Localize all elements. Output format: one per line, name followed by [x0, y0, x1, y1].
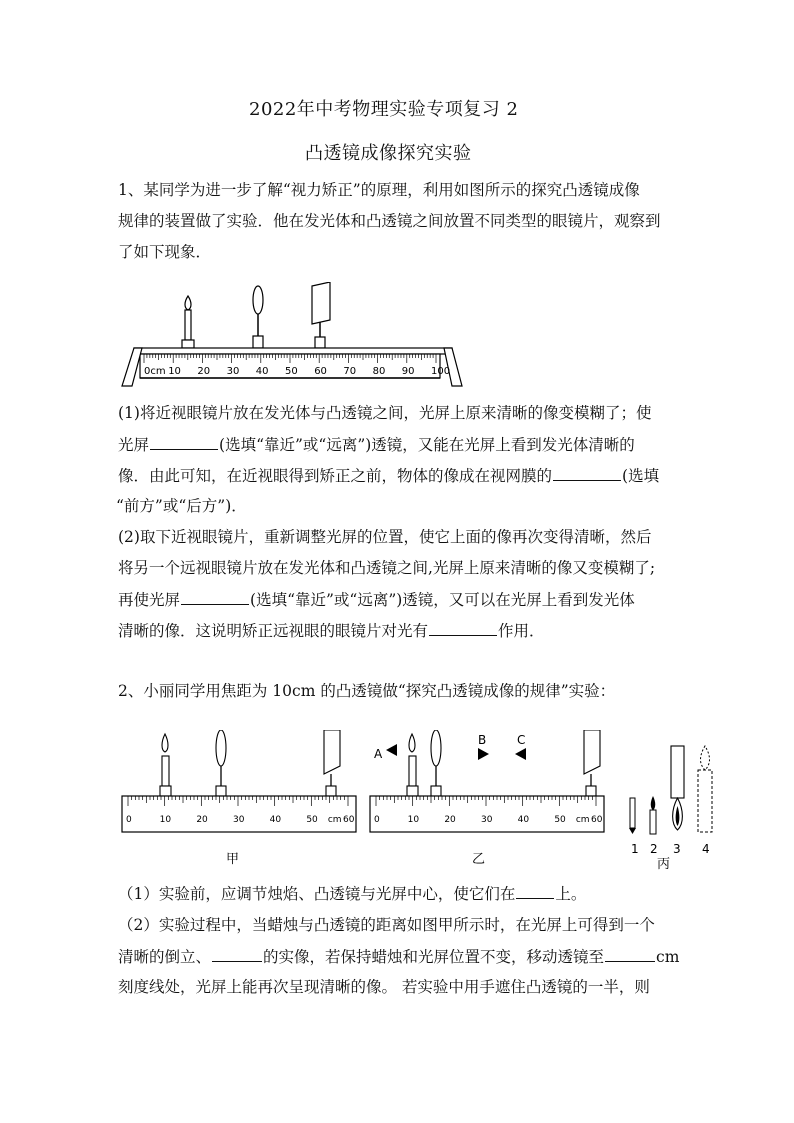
- ruler-label: 30: [233, 815, 245, 825]
- q1-p2-line-b: 将另一个远视眼镜片放在发光体和凸透镜之间,光屏上原来清晰的像又变模糊了;: [118, 559, 656, 577]
- title-line-2: 凸透镜成像探究实验: [305, 143, 472, 164]
- q2-s1-b: 上。: [555, 885, 587, 903]
- scale-start-label: 0cm: [144, 366, 166, 377]
- q2-intro: 2、小丽同学用焦距为 10cm 的凸透镜做“探究凸透镜成像的规律”实验：: [118, 682, 616, 700]
- eye-icon: [515, 748, 526, 760]
- q1-p1-c2: (选填: [622, 467, 660, 485]
- label-yi: 乙: [472, 852, 486, 867]
- optical-bench-figure: [120, 282, 465, 392]
- q1-p2-line-a: (2)取下近视眼镜片，重新调整光屏的位置，使它上面的像再次变得清晰，然后: [118, 528, 652, 546]
- ruler-label: 40: [517, 815, 530, 825]
- experiment-figures: [118, 730, 718, 875]
- q1-p1-line-d: “前方”或“后方”)．: [116, 497, 247, 515]
- q1-p1-b2: (选填“靠近”或“远离”)透镜，又能在光屏上看到发光体清晰的: [219, 436, 635, 454]
- scale-label: 10: [168, 366, 181, 377]
- eye-label-a: A: [374, 747, 383, 761]
- flame-option-4: [698, 746, 712, 832]
- label-jia: 甲: [226, 852, 240, 867]
- q2-s2-line-a: （2）实验过程中，当蜡烛与凸透镜的距离如图甲所示时，在光屏上可得到一个: [118, 916, 655, 934]
- figure-yi: [370, 730, 604, 867]
- scale-label: 90: [401, 366, 415, 377]
- candle-icon: [160, 734, 171, 796]
- q2-s2-line-b: [118, 949, 679, 966]
- q1-p2-line-d: [118, 623, 545, 640]
- q1-p1-c1: 像．由此可知，在近视眼得到矫正之前，物体的像成在视网膜的: [118, 467, 553, 485]
- candle-icon: [182, 296, 194, 348]
- answer-blank-3[interactable]: [181, 592, 249, 605]
- eye-icon: [386, 744, 397, 756]
- ruler-label: cm: [327, 815, 342, 825]
- flame-option-1: [629, 798, 636, 834]
- q1-p1-line-a: (1)将近视眼镜片放在发光体与凸透镜之间，光屏上原来清晰的像变模糊了；使: [118, 404, 652, 422]
- title-line-1: 2022年中考物理实验专项复习 2: [249, 99, 519, 120]
- ruler-label: 0: [374, 815, 380, 825]
- option-label-1: 1: [631, 842, 639, 856]
- ruler-label: 10: [159, 815, 172, 825]
- ruler-label: 20: [444, 815, 456, 825]
- screen-icon: [324, 730, 340, 796]
- q1-p1-line-b: [118, 437, 635, 454]
- q2-s2-b2: 的实像，若保持蜡烛和光屏位置不变，移动透镜至: [263, 948, 605, 966]
- q2-s1: [118, 886, 586, 903]
- q1-intro-3: 了如下现象．: [118, 243, 212, 261]
- q1-intro-1: 1、某同学为进一步了解“视力矫正”的原理，利用如图所示的探究凸透镜成像: [118, 181, 640, 199]
- q2-s2-b3: cm: [656, 948, 680, 966]
- answer-blank-7[interactable]: [605, 949, 655, 962]
- candle-icon: [407, 734, 418, 796]
- q2-s2-line-c: 刻度线处，光屏上能再次呈现清晰的像。 若实验中用手遮住凸透镜的一半，则: [118, 978, 650, 996]
- ruler-label: 50: [306, 815, 318, 825]
- ruler-label: 0: [126, 815, 132, 825]
- scale-label: 20: [197, 366, 211, 377]
- ruler-label: 50: [554, 815, 566, 825]
- ruler-label: 30: [481, 815, 493, 825]
- q1-p2-c1: 再使光屏: [118, 591, 181, 609]
- scale-label: 30: [226, 366, 240, 377]
- answer-blank-2[interactable]: [553, 468, 621, 481]
- q1-p2-c2: (选填“靠近”或“远离”)透镜，又可以在光屏上看到发光体: [250, 591, 635, 609]
- screen-icon: [312, 282, 330, 348]
- q2-s2-b1: 清晰的倒立、: [118, 948, 212, 966]
- answer-blank-1[interactable]: [150, 437, 218, 450]
- q1-p2-d2: 作用．: [498, 622, 545, 640]
- ruler-label: 60: [591, 815, 603, 825]
- eye-label-c: C: [517, 733, 526, 747]
- option-label-2: 2: [650, 842, 658, 856]
- option-label-4: 4: [702, 842, 710, 856]
- ruler-label: 20: [196, 815, 208, 825]
- figure-bing: [629, 746, 712, 872]
- ruler-label: 60: [343, 815, 355, 825]
- answer-blank-4[interactable]: [429, 623, 497, 636]
- convex-lens-icon: [216, 730, 226, 796]
- option-label-3: 3: [673, 842, 681, 856]
- eye-icon: [478, 748, 489, 760]
- eye-label-b: B: [478, 733, 487, 747]
- answer-blank-5[interactable]: [516, 886, 554, 899]
- ruler-label: 10: [407, 815, 420, 825]
- q1-p2-d1: 清晰的像．这说明矫正远视眼的眼镜片对光有: [118, 622, 429, 640]
- scale-label: 40: [255, 366, 269, 377]
- q2-s1-a: （1）实验前，应调节烛焰、凸透镜与光屏中心，使它们在: [118, 885, 516, 903]
- convex-lens-icon: [431, 730, 441, 796]
- screen-icon: [584, 730, 600, 796]
- convex-lens-icon: [253, 286, 263, 348]
- figure-jia: [122, 730, 356, 867]
- answer-blank-6[interactable]: [212, 949, 262, 962]
- scale-label: 50: [285, 366, 298, 377]
- ruler-label: 40: [269, 815, 282, 825]
- flame-option-3: [671, 746, 684, 830]
- scale-label: 100: [431, 366, 451, 377]
- label-bing: 丙: [657, 857, 671, 872]
- q1-intro-2: 规律的装置做了实验．他在发光体和凸透镜之间放置不同类型的眼镜片，观察到: [118, 212, 661, 230]
- q1-p2-line-c: [118, 592, 635, 609]
- scale-label: 70: [343, 366, 357, 377]
- scale-label: 60: [314, 366, 327, 377]
- q1-p1-line-c: [118, 468, 659, 485]
- q1-p1-b1: 光屏: [118, 436, 150, 454]
- ruler-label: cm: [575, 815, 590, 825]
- scale-label: 80: [372, 366, 386, 377]
- flame-option-2: [650, 796, 656, 834]
